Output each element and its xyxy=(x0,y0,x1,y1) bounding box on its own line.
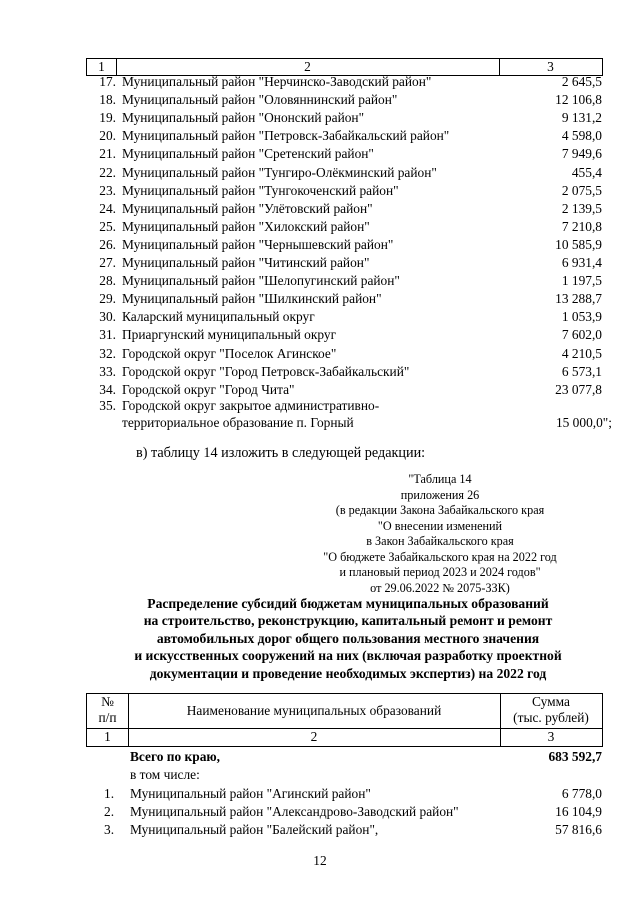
table-title xyxy=(96,595,600,682)
annotation-line-5: в Закон Забайкальского края xyxy=(366,534,514,548)
table1-row-value: 1 197,5 xyxy=(561,273,602,289)
table1-header-col1: 1 xyxy=(98,59,105,74)
table2-index-3: 3 xyxy=(547,729,555,744)
page-number: 12 xyxy=(313,853,327,868)
table1-row-name: Муниципальный район "Тунгиро-Олёкминский район" xyxy=(122,164,437,180)
table1-row-35-value: 15 000,0"; xyxy=(555,415,612,430)
table1-row-num: 26. xyxy=(99,236,116,252)
table1-row-value: 1 053,9 xyxy=(561,309,602,325)
table1-row-num: 32. xyxy=(99,345,116,361)
table1-row-num: 25. xyxy=(99,218,116,234)
table1-row xyxy=(86,308,602,326)
table2-including: в том числе: xyxy=(130,767,200,782)
table-annotation xyxy=(310,472,570,596)
table1-row-num: 22. xyxy=(99,164,116,180)
table1-row-num: 27. xyxy=(99,255,116,270)
table1-row-value: 7 210,8 xyxy=(561,218,602,234)
table1-row-name: Приаргунский муниципальный округ xyxy=(122,327,337,343)
table2-col2-header: Наименование муниципальных образований xyxy=(186,703,442,718)
table1-row-num: 20. xyxy=(99,128,116,144)
title-line-1: Распределение субсидий бюджетам муниципальных образований xyxy=(147,596,549,611)
table1-row xyxy=(86,326,602,344)
table1-row-value: 12 106,8 xyxy=(555,92,602,108)
table2-row-1-num: 1. xyxy=(104,786,115,801)
table2-row-1-name: Муниципальный район "Агинский район" xyxy=(130,786,371,801)
table1-row-name: Муниципальный район "Ононский район" xyxy=(122,110,365,126)
table1-row-name: Каларский муниципальный округ xyxy=(122,309,315,325)
table1-row-value: 2 139,5 xyxy=(561,200,602,216)
table1-row-value: 7 949,6 xyxy=(561,146,602,162)
table2-row-2-value: 16 104,9 xyxy=(555,804,602,819)
table1-row-name: Муниципальный район "Улётовский район" xyxy=(122,200,373,216)
table1-row xyxy=(86,164,602,182)
table1-row xyxy=(86,91,602,109)
table1-row-name: Муниципальный район "Сретенский район" xyxy=(122,146,374,162)
table2-index-1: 1 xyxy=(104,729,111,744)
title-line-4: и искусственных сооружений на них (включая разработку проектной xyxy=(134,648,562,664)
table2-index-2: 2 xyxy=(310,729,318,744)
table1-row-num: 33. xyxy=(99,363,116,379)
table1-row-value: 4 598,0 xyxy=(561,128,602,144)
table1-row-value: 6 931,4 xyxy=(561,255,602,270)
table1-row xyxy=(86,272,602,290)
table1-row-35-num: 35. xyxy=(99,398,116,413)
table2-row-3-num: 3. xyxy=(104,822,115,837)
title-line-5: документации и проведение необходимых экспертиз) на 2022 год xyxy=(149,665,547,681)
table1-row xyxy=(86,200,602,218)
table1-row-name: Городской округ "Поселок Агинское" xyxy=(122,345,337,361)
instruction-text: в) таблицу 14 изложить в следующей редакции: xyxy=(136,445,426,461)
table1-row xyxy=(86,109,602,127)
table1-row-num: 18. xyxy=(99,92,116,108)
table2-col3-line2: (тыс. рублей) xyxy=(513,709,589,725)
title-line-2: на строительство, реконструкцию, капитальный ремонт и ремонт xyxy=(143,613,553,629)
table1-row xyxy=(86,182,602,200)
table1-row-name: Муниципальный район "Читинский район" xyxy=(122,255,370,270)
table1-row-name: Муниципальный район "Нерчинско-Заводский район" xyxy=(122,74,432,89)
annotation-line-6: "О бюджете Забайкальского края на 2022 год xyxy=(323,549,557,564)
table1-row-value: 23 077,8 xyxy=(555,381,602,397)
annotation-line-4: "О внесении изменений xyxy=(377,518,503,533)
table2-row-3-value: 57 816,6 xyxy=(555,822,602,837)
table1-row-35-name-line1: Городской округ закрытое административно- xyxy=(122,398,380,413)
table1-row-name: Муниципальный район "Чернышевский район" xyxy=(122,236,394,252)
table2-col1-line2: п/п xyxy=(98,709,117,725)
table1-row-name: Муниципальный район "Шилкинский район" xyxy=(122,291,382,307)
table1-row-value: 4 210,5 xyxy=(561,345,602,361)
table2-col1-header xyxy=(87,694,128,725)
table1-row-value: 10 585,9 xyxy=(555,236,602,252)
table1-row-num: 28. xyxy=(99,273,116,289)
table2-header xyxy=(86,693,603,747)
table1-row-value: 13 288,7 xyxy=(555,291,602,307)
table1-row xyxy=(86,145,602,163)
table2-col3-line1: Сумма xyxy=(532,694,570,709)
table2-row-2-num: 2. xyxy=(104,804,115,819)
table1-row xyxy=(86,218,602,236)
table1-row-num: 34. xyxy=(99,381,116,397)
table1-header-col3: 3 xyxy=(547,59,554,74)
table1-row-name: Городской округ "Город Петровск-Забайкальский" xyxy=(122,363,410,379)
table1-row xyxy=(86,345,602,363)
annotation-line-7: и плановый период 2023 и 2024 годов" xyxy=(339,565,541,579)
table2-row-2-name: Муниципальный район "Александрово-Заводский район" xyxy=(130,804,459,819)
table2-col3-header xyxy=(500,694,602,725)
table1-row-value: 7 602,0 xyxy=(561,327,602,343)
table1-row xyxy=(86,363,602,381)
table2-total-label: Всего по краю, xyxy=(130,749,220,764)
table1-row xyxy=(86,73,602,91)
table2-col1-line1: № xyxy=(101,694,114,709)
table1-row-value: 2 075,5 xyxy=(561,182,602,198)
table1-row-value: 2 645,5 xyxy=(561,74,602,89)
table1-row-num: 31. xyxy=(99,327,116,343)
table1-row-name: Муниципальный район "Шелопугинский район" xyxy=(122,273,400,289)
table1-row xyxy=(86,254,602,272)
table1-row-value: 6 573,1 xyxy=(561,363,602,379)
table1-row xyxy=(86,236,602,254)
title-line-3: автомобильных дорог общего пользования местного значения xyxy=(156,630,540,646)
table1-row-name: Муниципальный район "Хилокский район" xyxy=(122,218,370,234)
table1-row xyxy=(86,127,602,145)
table1-row-num: 23. xyxy=(99,182,116,198)
table1-row-num: 29. xyxy=(99,291,116,307)
table1-row-value: 455,4 xyxy=(571,164,602,180)
annotation-line-8: от 29.06.2022 № 2075-ЗЗК) xyxy=(370,580,510,595)
table1-row xyxy=(86,381,602,399)
annotation-line-3: (в редакции Закона Забайкальского края xyxy=(335,503,545,517)
table1-row-name: Муниципальный район "Оловяннинский район" xyxy=(122,92,398,108)
table2-total-value: 683 592,7 xyxy=(548,749,602,764)
table1-row-num: 30. xyxy=(99,309,116,325)
table1-row-name: Городской округ "Город Чита" xyxy=(122,381,295,397)
table1-row-num: 17. xyxy=(99,74,116,89)
table1-row-value: 9 131,2 xyxy=(561,110,602,126)
table1-row-35-name-line2: территориальное образование п. Горный xyxy=(122,415,354,430)
table1-row xyxy=(86,290,602,308)
table1-row-name: Муниципальный район "Тунгокоченский район" xyxy=(122,182,399,198)
annotation-line-1: "Таблица 14 xyxy=(408,472,472,486)
table1-row-name: Муниципальный район "Петровск-Забайкальский район" xyxy=(122,128,450,144)
table2-row-3-name: Муниципальный район "Балейский район", xyxy=(130,822,379,837)
table1-row-num: 21. xyxy=(99,146,116,162)
table1-row-num: 19. xyxy=(99,110,116,126)
table1-header-col2: 2 xyxy=(304,59,311,74)
table2-row-1-value: 6 778,0 xyxy=(561,786,602,801)
annotation-line-2: приложения 26 xyxy=(400,487,480,502)
table1-row-num: 24. xyxy=(99,200,116,216)
